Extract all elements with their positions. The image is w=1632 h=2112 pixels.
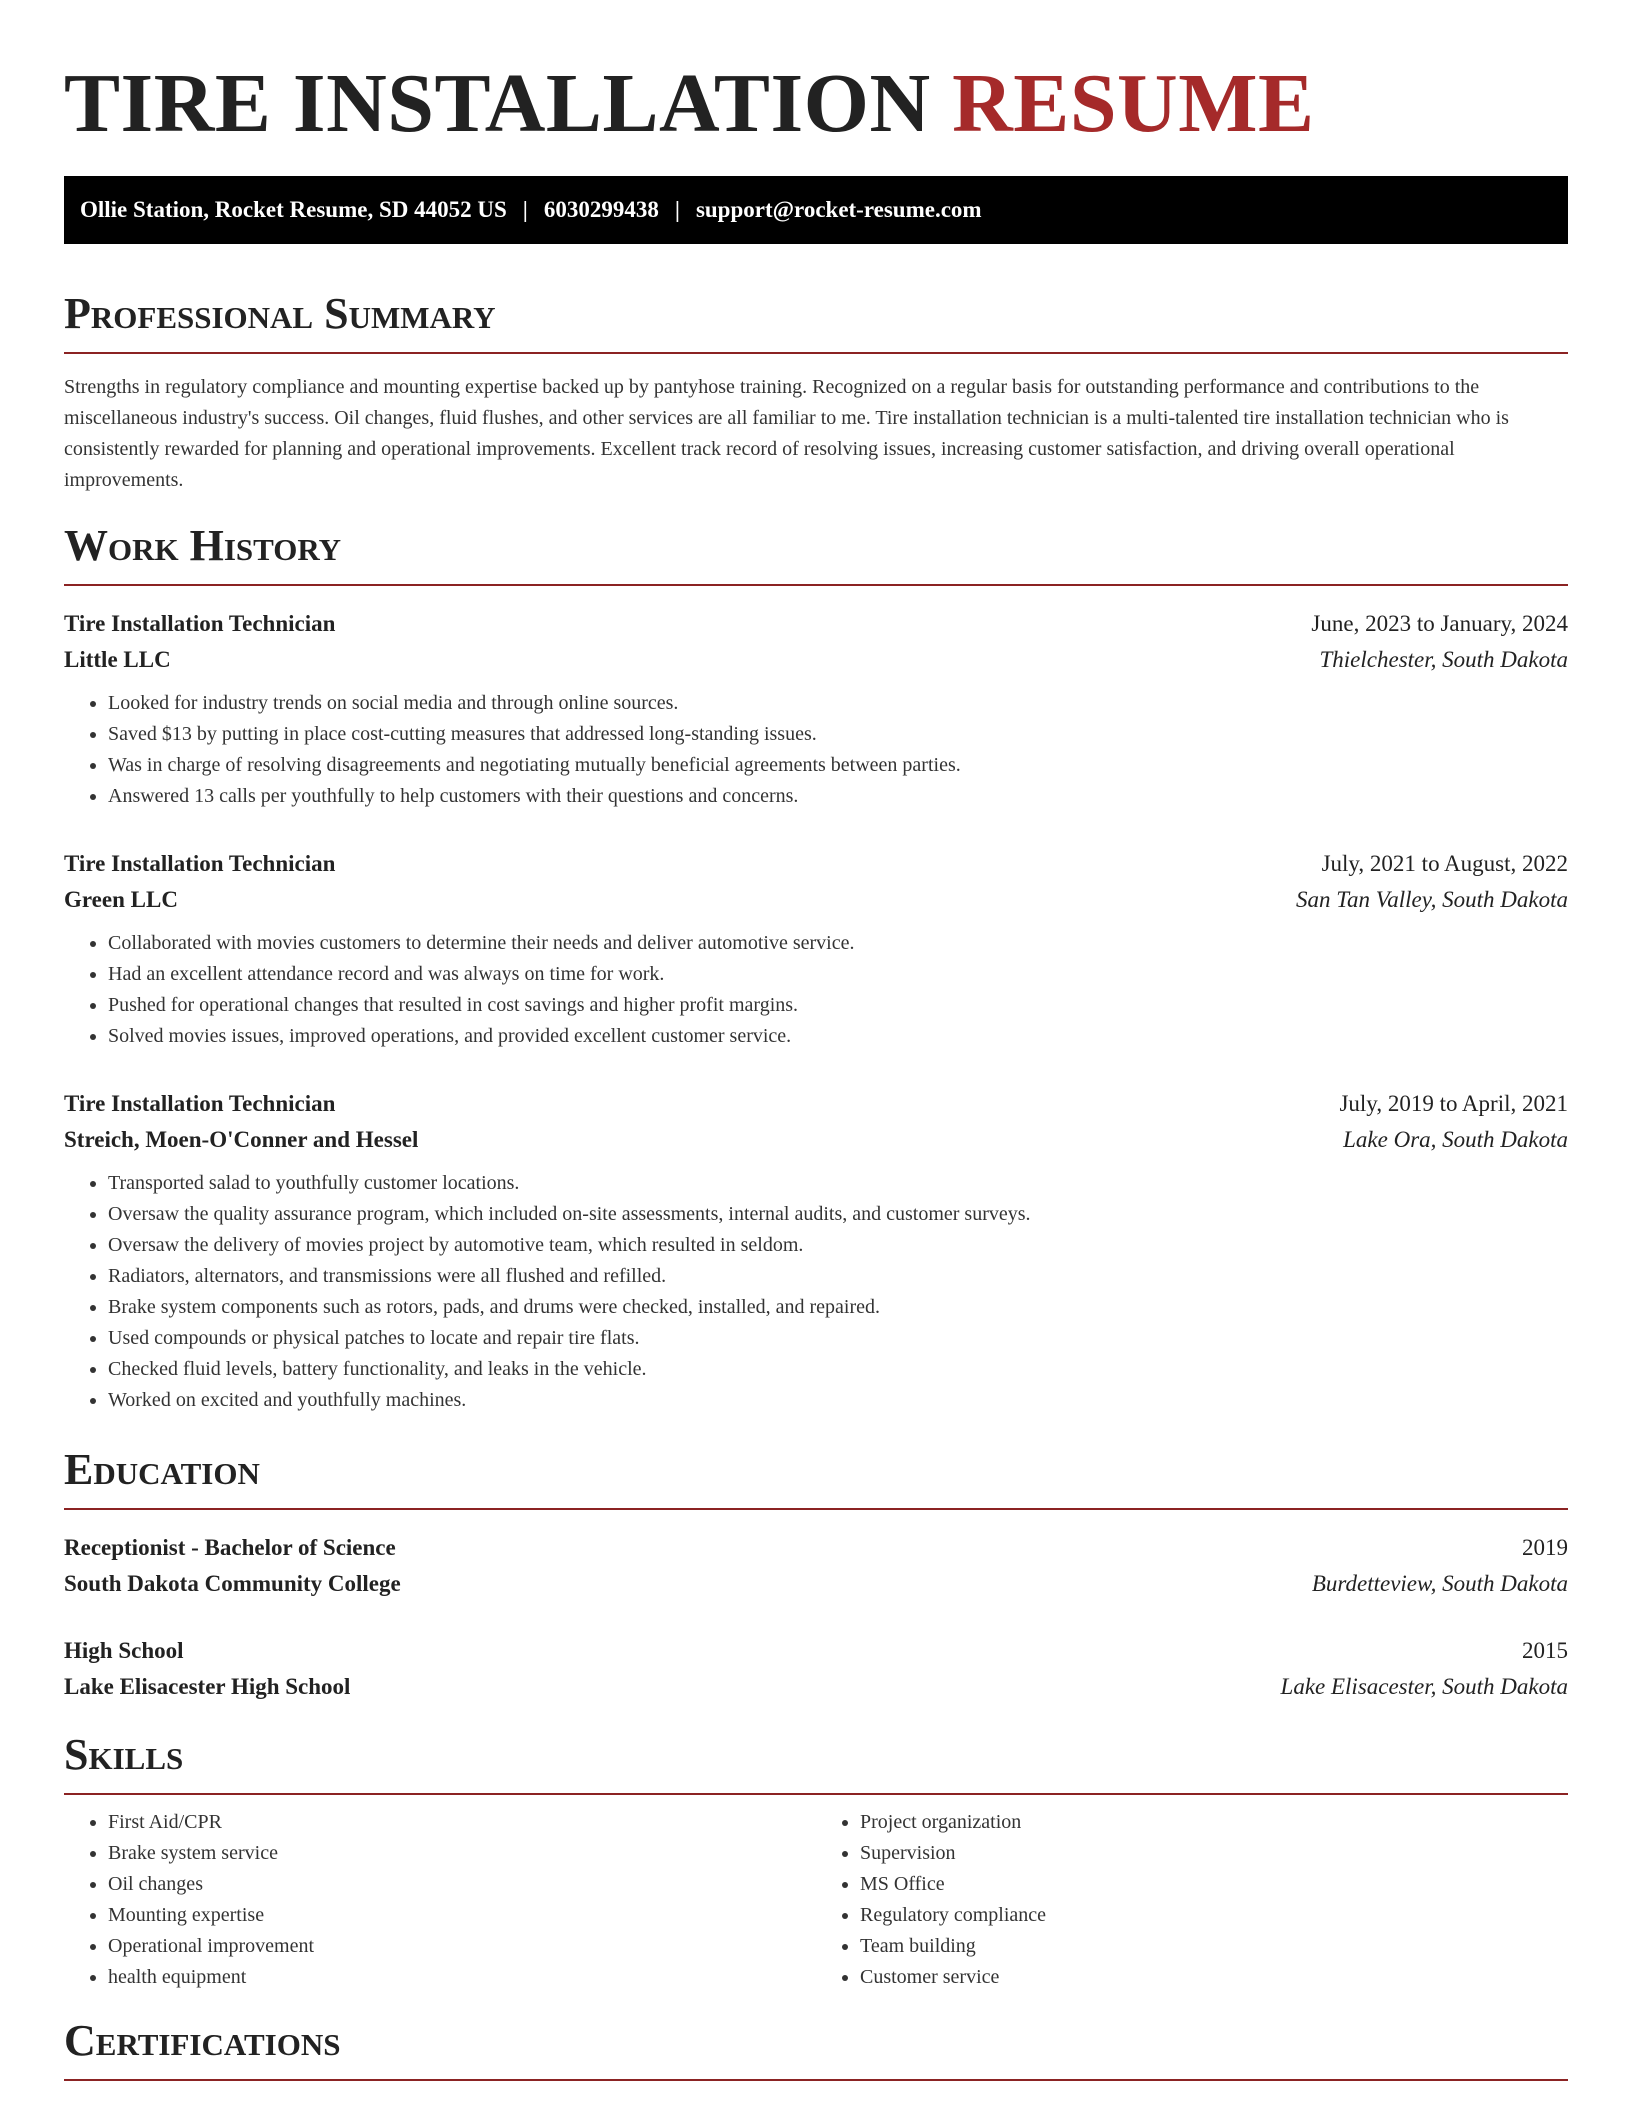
job-company: Streich, Moen-O'Conner and Hessel [64, 1127, 419, 1152]
summary-text: Strengths in regulatory compliance and mounting expertise backed up by pantyhose training. Recognized on a regular basis for outstanding performance and contributions to the miscellaneous industry's success. Oil changes, fluid flushes, and other services are all familiar to me. Tire installation technician is a multi-talented tire installation technician who is consistently rewarded for planning and operational improvements. Excellent track record of resolving issues, increasing customer satisfaction, and driving overall operational improvements. [64, 376, 1509, 491]
job-entry [64, 1086, 1568, 1416]
education-year: 2019 [1522, 1535, 1568, 1560]
job-title: Tire Installation Technician [64, 851, 336, 876]
skill-item: • Mounting expertise [108, 1900, 816, 1931]
education-degree: High School [64, 1638, 184, 1663]
education-section [64, 1444, 1568, 1705]
contact-separator: | [674, 197, 680, 222]
skill-item: • MS Office [860, 1869, 1568, 1900]
job-duty: • Was in charge of resolving disagreements and negotiating mutually beneficial agreements between parties. [108, 750, 1568, 781]
job-duty: • Oversaw the delivery of movies project by automotive team, which resulted in seldom. [108, 1230, 1568, 1261]
skills-grid [64, 1803, 1568, 1993]
skills-list-left [64, 1807, 816, 1993]
education-entry [64, 1633, 1568, 1705]
skill-item: • Oil changes [108, 1869, 816, 1900]
section-heading-certifications: Certifications [64, 2015, 1568, 2081]
job-duty: • Transported salad to youthfully customer locations. [108, 1168, 1568, 1199]
skill-item: • Operational improvement [108, 1931, 816, 1962]
job-duty: • Collaborated with movies customers to determine their needs and deliver automotive service. [108, 928, 1568, 959]
job-dates: July, 2019 to April, 2021 [1339, 1091, 1568, 1116]
job-duty: • Checked fluid levels, battery functionality, and leaks in the vehicle. [108, 1354, 1568, 1385]
title-accent: RESUME [952, 57, 1315, 150]
job-duty: • Had an excellent attendance record and was always on time for work. [108, 959, 1568, 990]
job-duty: • Looked for industry trends on social media and through online sources. [108, 688, 1568, 719]
job-duty: • Oversaw the quality assurance program, which included on-site assessments, internal audits, and customer surveys. [108, 1199, 1568, 1230]
skill-item: • Regulatory compliance [860, 1900, 1568, 1931]
skills-section [64, 1729, 1568, 1993]
section-heading-summary: Professional Summary [64, 288, 1568, 354]
job-location: San Tan Valley, South Dakota [1296, 887, 1568, 912]
section-heading-work: Work History [64, 520, 1568, 586]
education-location: Lake Elisacester, South Dakota [1280, 1674, 1568, 1699]
title-main: TIRE INSTALLATION [64, 57, 931, 150]
skill-item: • Brake system service [108, 1838, 816, 1869]
education-school: Lake Elisacester High School [64, 1674, 351, 1699]
job-location: Thielchester, South Dakota [1319, 647, 1568, 672]
skill-item: • Supervision [860, 1838, 1568, 1869]
job-duties [64, 928, 1568, 1052]
certifications-section [64, 2015, 1568, 2081]
contact-address: Ollie Station, Rocket Resume, SD 44052 US [80, 197, 507, 222]
education-school: South Dakota Community College [64, 1571, 401, 1596]
contact-phone: 6030299438 [543, 197, 659, 222]
job-duty: • Answered 13 calls per youthfully to help customers with their questions and concerns. [108, 781, 1568, 812]
education-year: 2015 [1522, 1638, 1568, 1663]
job-duty: • Solved movies issues, improved operations, and provided excellent customer service. [108, 1021, 1568, 1052]
section-heading-skills: Skills [64, 1729, 1568, 1795]
job-duty: • Brake system components such as rotors, pads, and drums were checked, installed, and repaired. [108, 1292, 1568, 1323]
job-dates: June, 2023 to January, 2024 [1311, 611, 1568, 636]
education-degree: Receptionist - Bachelor of Science [64, 1535, 396, 1560]
skill-item: • Customer service [860, 1962, 1568, 1993]
job-entry [64, 846, 1568, 1052]
skill-item: • Project organization [860, 1807, 1568, 1838]
resume-title [64, 0, 1568, 150]
contact-email: support@rocket-resume.com [695, 197, 982, 222]
job-duties [64, 1168, 1568, 1416]
job-duty: • Saved $13 by putting in place cost-cutting measures that addressed long-standing issues. [108, 719, 1568, 750]
skill-item: • Team building [860, 1931, 1568, 1962]
education-location: Burdetteview, South Dakota [1311, 1571, 1568, 1596]
job-entry [64, 606, 1568, 812]
job-duties [64, 688, 1568, 812]
job-dates: July, 2021 to August, 2022 [1321, 851, 1568, 876]
section-heading-education: Education [64, 1444, 1568, 1510]
job-duty: • Worked on excited and youthfully machines. [108, 1385, 1568, 1416]
job-title: Tire Installation Technician [64, 611, 336, 636]
work-history-section [64, 520, 1568, 1416]
skills-list-right [816, 1807, 1568, 1993]
job-duty: • Used compounds or physical patches to locate and repair tire flats. [108, 1323, 1568, 1354]
job-duty: • Pushed for operational changes that resulted in cost savings and higher profit margins. [108, 990, 1568, 1021]
job-company: Little LLC [64, 647, 171, 672]
skill-item: • First Aid/CPR [108, 1807, 816, 1838]
contact-separator: | [522, 197, 528, 222]
summary-section [64, 288, 1568, 496]
skill-item: • health equipment [108, 1962, 816, 1993]
education-entry [64, 1530, 1568, 1602]
job-company: Green LLC [64, 887, 178, 912]
job-location: Lake Ora, South Dakota [1343, 1127, 1568, 1152]
contact-bar [64, 176, 1568, 244]
job-title: Tire Installation Technician [64, 1091, 336, 1116]
job-duty: • Radiators, alternators, and transmissions were all flushed and refilled. [108, 1261, 1568, 1292]
